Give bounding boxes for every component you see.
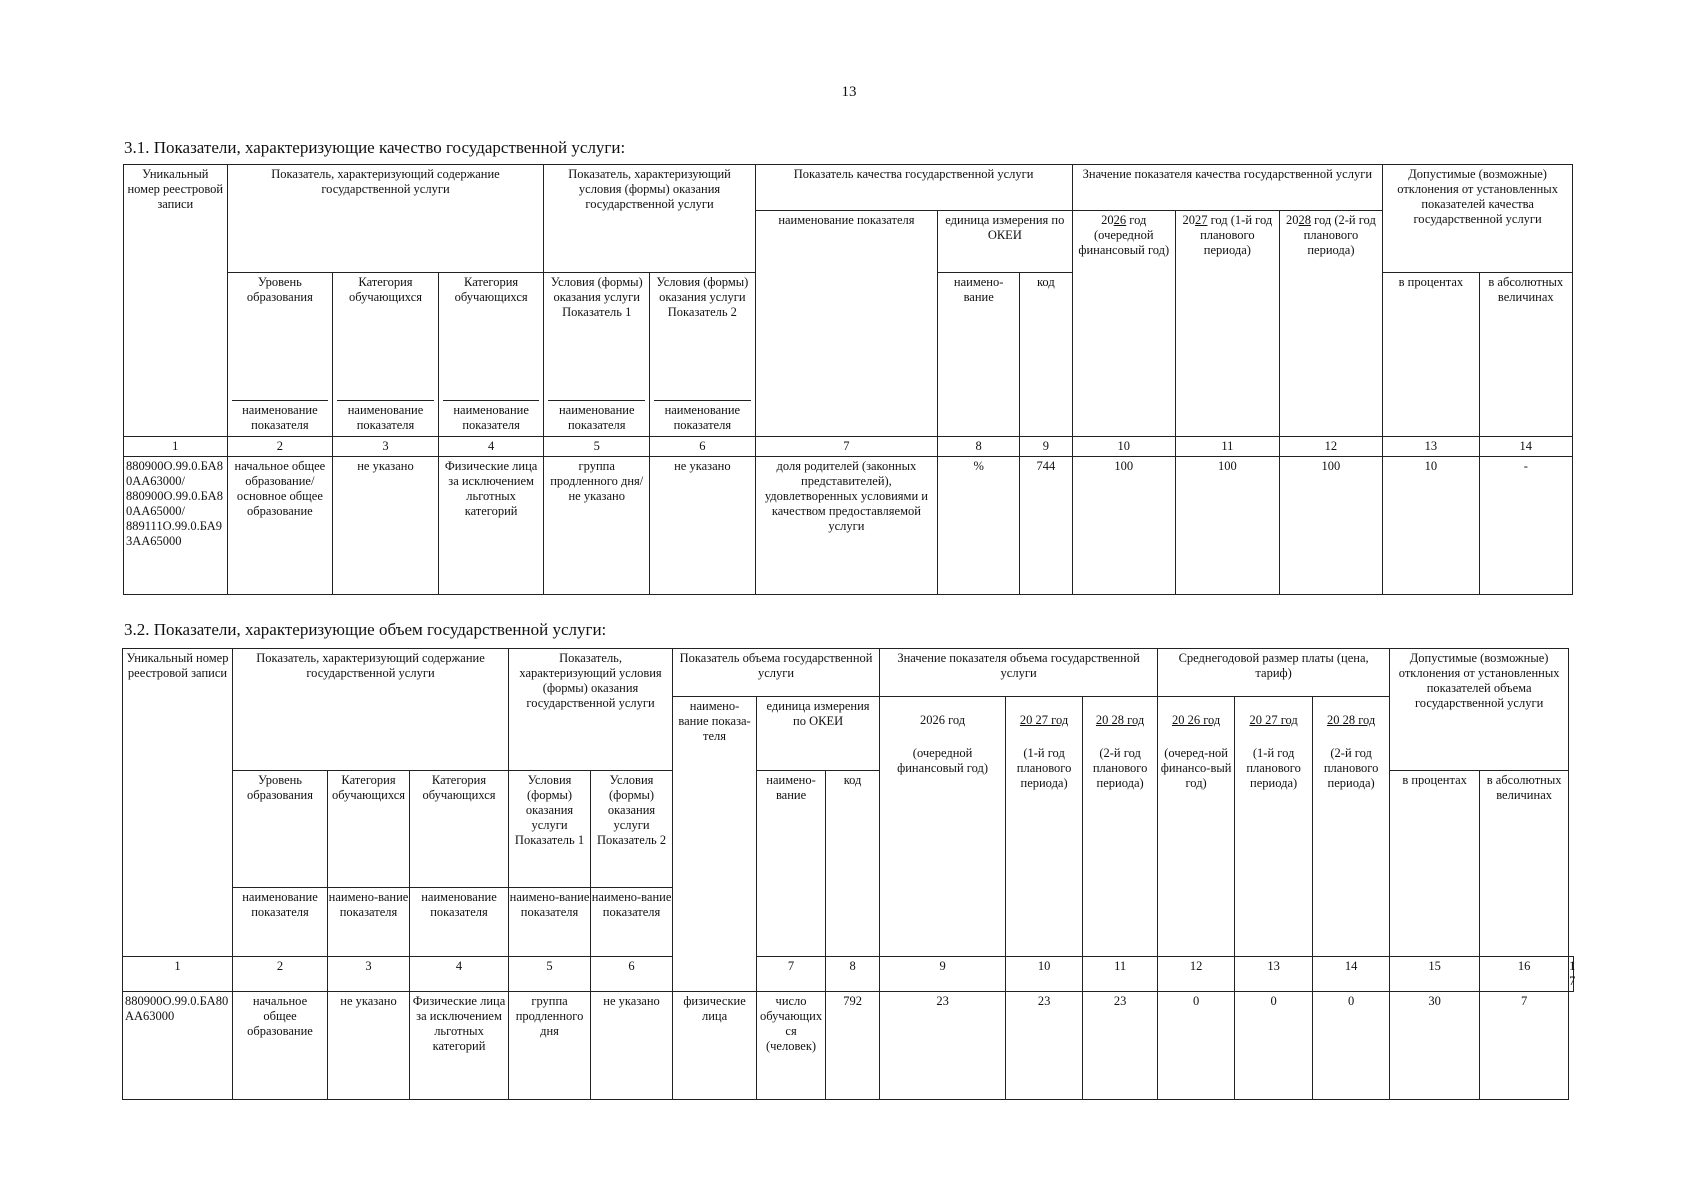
column-number: 1 <box>123 957 233 992</box>
price-year-2: 0 <box>1235 992 1313 1100</box>
column-numbers-row <box>123 957 1574 992</box>
year-3-header: 2028 год (2-й год планового периода) <box>1279 211 1383 437</box>
sub-indicator-name: наименование показателя <box>232 400 329 433</box>
year-2-header: 2027 год (1-й год планового периода) <box>1176 211 1280 437</box>
deviation-absolute: 7 <box>1480 992 1569 1100</box>
sub-indicator-name: наименование показателя <box>654 400 751 433</box>
student-category-1: не указано <box>333 457 439 595</box>
conditions-sub-1: Условия (формы) оказания услуги Показатель 1 наименование показателя <box>544 273 650 437</box>
volume-year-1-header: 2026 год (очередной финансовый год) <box>880 697 1006 957</box>
volume-year-1: 23 <box>880 992 1006 1100</box>
price-year-3: 0 <box>1313 992 1390 1100</box>
student-category-1: не указано <box>328 992 410 1100</box>
value-year-1: 100 <box>1072 457 1176 595</box>
content-sub-level: Уровень образования наименование показателя <box>227 273 333 437</box>
volume-year-2-header: 20 27 год (1-й год планового периода) <box>1006 697 1083 957</box>
volume-indicator-header: Показатель объема государственной услуги <box>673 649 880 697</box>
conditions-indicator-header: Показатель, характеризующий условия (формы) оказания государственной услуги <box>544 165 755 273</box>
volume-year-3-header: 20 28 год (2-й год планового периода) <box>1083 697 1158 957</box>
sub-indicator-name: наименование показателя <box>410 887 508 956</box>
column-number: 15 <box>1390 957 1480 992</box>
deviation-absolute-header: в абсолютных величинах <box>1480 771 1569 957</box>
conditions-sub-2: Условия (формы) оказания услуги Показатель 2 наимено-вание показателя <box>591 771 673 957</box>
table-row <box>124 457 1573 595</box>
volume-year-2: 23 <box>1006 992 1083 1100</box>
quality-indicator-name: доля родителей (законных представителей), удовлетворенных условиями и качеством предоставляемой услуги <box>755 457 938 595</box>
deviation-percent: 10 <box>1383 457 1479 595</box>
column-number: 3 <box>333 437 439 457</box>
content-indicator-header: Показатель, характеризующий содержание государственной услуги <box>227 165 544 273</box>
column-number: 7 <box>757 957 826 992</box>
registry-number: 880900О.99.0.БА80АА63000/ 880900О.99.0.БА80АА65000/ 889111О.99.0.БА93АА65000 <box>124 457 228 595</box>
column-number: 16 <box>1480 957 1569 992</box>
price-year-2-header: 20 27 год (1-й год планового периода) <box>1235 697 1313 957</box>
deviation-percent: 30 <box>1390 992 1480 1100</box>
deviation-absolute: - <box>1479 457 1572 595</box>
unit-name-header: наимено-вание <box>938 273 1020 437</box>
column-number: 8 <box>938 437 1020 457</box>
column-numbers-row <box>124 437 1573 457</box>
column-number: 11 <box>1083 957 1158 992</box>
student-category-2: Физические лица за исключением льготных категорий <box>410 992 509 1100</box>
student-category-2: Физические лица за исключением льготных категорий <box>438 457 544 595</box>
unit-name-header: наимено-вание <box>757 771 826 957</box>
content-sub-category-1: Категория обучающихся наименование показателя <box>333 273 439 437</box>
column-number: 4 <box>438 437 544 457</box>
conditions-sub-1: Условия (формы) оказания услуги Показатель 1 наимено-вание показателя <box>509 771 591 957</box>
column-number: 5 <box>544 437 650 457</box>
condition-1: группа продленного дня <box>509 992 591 1100</box>
unit-name: % <box>938 457 1020 595</box>
sub-indicator-name: наименование показателя <box>233 887 327 956</box>
unique-number-header: Уникальный номер реестровой записи <box>123 649 233 957</box>
column-number: 9 <box>880 957 1006 992</box>
quality-indicator-header: Показатель качества государственной услуги <box>755 165 1072 211</box>
column-number: 10 <box>1072 437 1176 457</box>
sub-indicator-name: наименование показателя <box>443 400 540 433</box>
column-number: 12 <box>1279 437 1383 457</box>
price-year-3-header: 20 28 год (2-й год планового периода) <box>1313 697 1390 957</box>
unit-code: 792 <box>826 992 880 1100</box>
sub-indicator-name: наименование показателя <box>337 400 434 433</box>
volume-table <box>122 648 1574 1100</box>
column-number: 8 <box>826 957 880 992</box>
column-number: 13 <box>1235 957 1313 992</box>
deviation-percent-header: в процентах <box>1383 273 1479 437</box>
sub-indicator-name: наименование показателя <box>548 400 645 433</box>
deviation-absolute-header: в абсолютных величинах <box>1479 273 1572 437</box>
unit-okei-header: единица измерения по ОКЕИ <box>938 211 1072 273</box>
column-number: 12 <box>1158 957 1235 992</box>
column-number: 13 <box>1383 437 1479 457</box>
unit-name: число обучающихся (человек) <box>757 992 826 1100</box>
volume-indicator-name: физические лица <box>673 992 757 1100</box>
unit-code-header: код <box>1020 273 1072 437</box>
education-level: начальное общее образование/ основное общее образование <box>227 457 333 595</box>
quality-value-header: Значение показателя качества государственной услуги <box>1072 165 1383 211</box>
section-volume-title: 3.2. Показатели, характеризующие объем государственной услуги: <box>124 620 607 639</box>
unique-number-header: Уникальный номер реестровой записи <box>124 165 228 437</box>
volume-year-3: 23 <box>1083 992 1158 1100</box>
registry-number: 880900О.99.0.БА80АА63000 <box>123 992 233 1100</box>
deviation-header: Допустимые (возможные) отклонения от установленных показателей качества государственной услуги <box>1383 165 1573 273</box>
column-number: 5 <box>509 957 591 992</box>
indicator-name-header: наименование показателя <box>755 211 938 437</box>
column-number: 14 <box>1313 957 1390 992</box>
unit-okei-header: единица измерения по ОКЕИ <box>757 697 880 771</box>
column-number: 14 <box>1479 437 1572 457</box>
column-number: 2 <box>233 957 328 992</box>
page-number: 13 <box>841 84 857 100</box>
value-year-3: 100 <box>1279 457 1383 595</box>
conditions-sub-2: Условия (формы) оказания услуги Показатель 2 наименование показателя <box>650 273 756 437</box>
year-1-header: 2026 год (очередной финансовый год) <box>1072 211 1176 437</box>
column-number: 7 <box>755 437 938 457</box>
content-sub-level: Уровень образования наименование показателя <box>233 771 328 957</box>
sub-indicator-name: наимено-вание показателя <box>591 887 672 956</box>
sub-indicator-name: наимено-вание показателя <box>328 887 409 956</box>
content-sub-category-2: Категория обучающихся наименование показателя <box>410 771 509 957</box>
condition-2: не указано <box>591 992 673 1100</box>
unit-code-header: код <box>826 771 880 957</box>
table-row <box>123 992 1574 1100</box>
price-header: Среднегодовой размер платы (цена, тариф) <box>1158 649 1390 697</box>
column-number: 3 <box>328 957 410 992</box>
column-number: 6 <box>650 437 756 457</box>
section-quality-title: 3.1. Показатели, характеризующие качество государственной услуги: <box>124 138 626 157</box>
content-sub-category-1: Категория обучающихся наимено-вание показателя <box>328 771 410 957</box>
content-indicator-header: Показатель, характеризующий содержание государственной услуги <box>233 649 509 771</box>
condition-1: группа продленного дня/ не указано <box>544 457 650 595</box>
condition-2: не указано <box>650 457 756 595</box>
value-year-2: 100 <box>1176 457 1280 595</box>
column-number: 4 <box>410 957 509 992</box>
column-number: 11 <box>1176 437 1280 457</box>
column-number: 9 <box>1020 437 1072 457</box>
column-number: 2 <box>227 437 333 457</box>
column-number: 6 <box>591 957 673 992</box>
quality-table <box>123 164 1573 595</box>
column-number: 1 <box>124 437 228 457</box>
price-year-1-header: 20 26 год (очеред-ной финансо-вый год) <box>1158 697 1235 957</box>
column-number: 17 <box>1569 957 1574 992</box>
content-sub-category-2: Категория обучающихся наименование показателя <box>438 273 544 437</box>
conditions-indicator-header: Показатель, характеризующий условия (формы) оказания государственной услуги <box>509 649 673 771</box>
unit-code: 744 <box>1020 457 1072 595</box>
indicator-name-header: наимено-вание показа-теля <box>673 697 757 992</box>
sub-indicator-name: наимено-вание показателя <box>509 887 590 956</box>
education-level: начальное общее образование <box>233 992 328 1100</box>
volume-value-header: Значение показателя объема государственной услуги <box>880 649 1158 697</box>
deviation-header: Допустимые (возможные) отклонения от установленных показателей объема государственной услуги <box>1390 649 1569 771</box>
column-number: 10 <box>1006 957 1083 992</box>
deviation-percent-header: в процентах <box>1390 771 1480 957</box>
price-year-1: 0 <box>1158 992 1235 1100</box>
